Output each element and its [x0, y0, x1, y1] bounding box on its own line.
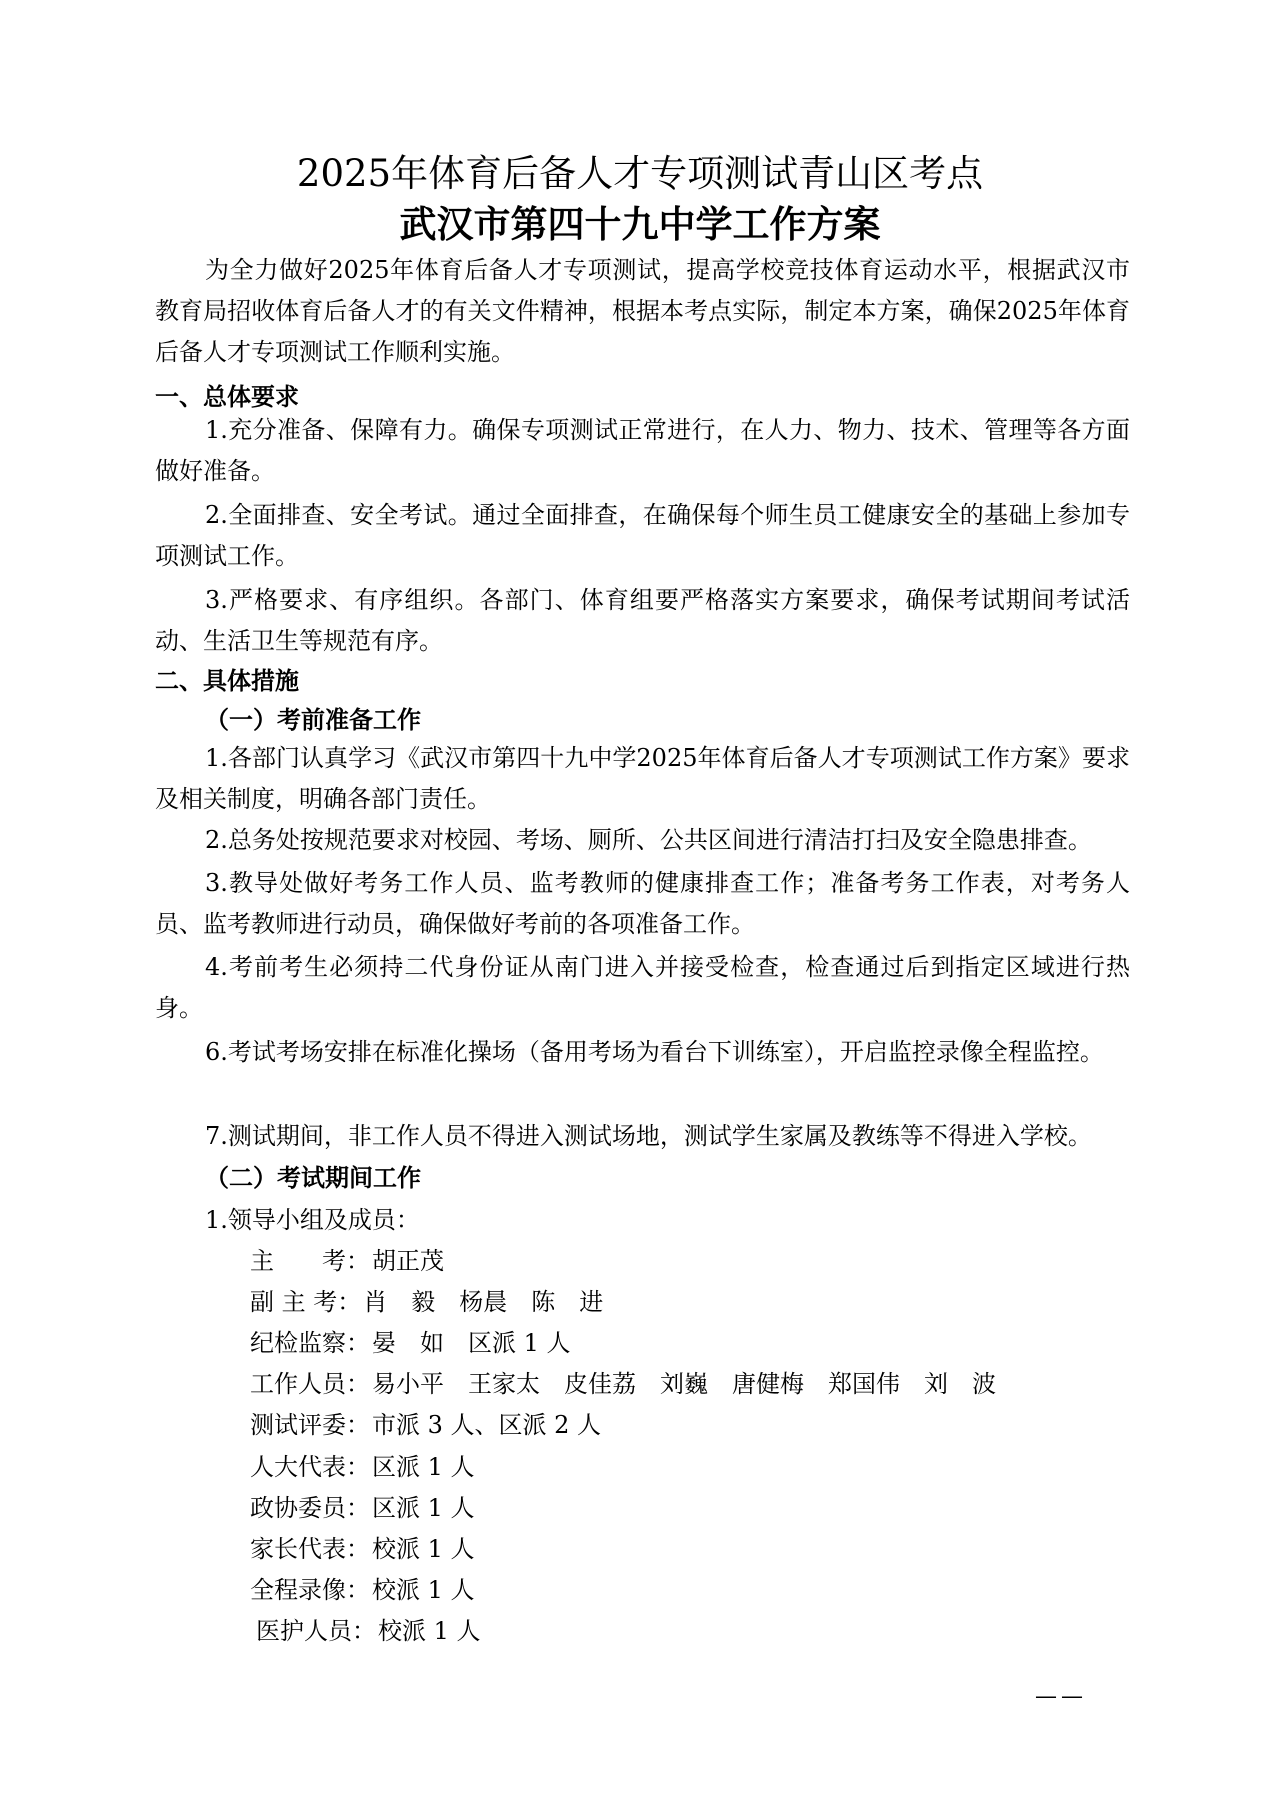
member-row: [250, 1450, 475, 1484]
member-row: [250, 1285, 603, 1319]
page-footer-mark: ——: [1035, 1684, 1087, 1709]
member-label: 副 主 考：: [250, 1288, 362, 1316]
member-label: 人大代表：: [250, 1453, 370, 1481]
member-value: 校派 1 人: [372, 1576, 475, 1604]
intro-paragraph: 为全力做好2025年体育后备人才专项测试，提高学校竞技体育运动水平，根据武汉市教育局招收体育后备人才的有关文件精神，根据本考点实际，制定本方案，确保2025年体育后备人才专项测试工作顺利实施。: [155, 256, 1130, 366]
subsection1-heading: （一）考前准备工作: [205, 705, 421, 734]
subsection1-item: 6.考试考场安排在标准化操场（备用考场为看台下训练室），开启监控录像全程监控。: [205, 1038, 1104, 1066]
member-label: 纪检监察：: [250, 1329, 370, 1357]
member-value: 市派 3 人、区派 2 人: [372, 1411, 602, 1439]
member-row: [250, 1367, 996, 1401]
member-row: [250, 1408, 601, 1442]
member-value: 肖 毅 杨晨 陈 进: [363, 1288, 604, 1316]
subsection1-item: 3.教导处做好考务工作人员、监考教师的健康排查工作；准备考务工作表，对考务人员、监考教师进行动员，确保做好考前的各项准备工作。: [155, 869, 1130, 938]
member-row: [250, 1532, 475, 1566]
document-title-line2: 武汉市第四十九中学工作方案: [399, 202, 881, 246]
section2-heading: 二、具体措施: [155, 666, 299, 695]
member-row: [250, 1573, 475, 1607]
member-value: 区派 1 人: [372, 1453, 475, 1481]
subsection1-item: 1.各部门认真学习《武汉市第四十九中学2025年体育后备人才专项测试工作方案》要求及相关制度，明确各部门责任。: [155, 744, 1130, 813]
subsection1-item: 7.测试期间，非工作人员不得进入测试场地，测试学生家属及教练等不得进入学校。: [205, 1122, 1092, 1150]
member-value: 胡正茂: [372, 1247, 444, 1275]
subsection2-heading: （二）考试期间工作: [205, 1163, 421, 1192]
subsection1-item: 4.考前考生必须持二代身份证从南门进入并接受检查，检查通过后到指定区域进行热身。: [155, 953, 1130, 1022]
document-title-line1: 2025年体育后备人才专项测试青山区考点: [296, 152, 984, 195]
member-value: 晏 如 区派 1 人: [372, 1329, 571, 1357]
section1-heading: 一、总体要求: [155, 382, 299, 411]
member-value: 易小平 王家太 皮佳荔 刘巍 唐健梅 郑国伟 刘 波: [372, 1370, 996, 1398]
member-label: 政协委员：: [250, 1494, 370, 1522]
leadership-intro: 1.领导小组及成员：: [205, 1206, 420, 1234]
member-label: 医护人员：: [256, 1617, 376, 1645]
subsection1-item: 2.总务处按规范要求对校园、考场、厕所、公共区间进行清洁打扫及安全隐患排查。: [205, 826, 1092, 854]
member-value: 区派 1 人: [372, 1494, 475, 1522]
member-value: 校派 1 人: [378, 1617, 481, 1645]
member-label: 全程录像：: [250, 1576, 370, 1604]
member-value: 校派 1 人: [372, 1535, 475, 1563]
section1-item: 1.充分准备、保障有力。确保专项测试正常进行，在人力、物力、技术、管理等各方面做好准备。: [155, 416, 1130, 485]
member-label: 工作人员：: [250, 1370, 370, 1398]
member-row: [250, 1244, 444, 1278]
member-label: 家长代表：: [250, 1535, 370, 1563]
member-label: 主 考：: [250, 1247, 370, 1275]
member-row: [250, 1491, 475, 1525]
member-label: 测试评委：: [250, 1411, 370, 1439]
member-row: [250, 1326, 571, 1360]
section1-item: 2.全面排查、安全考试。通过全面排查，在确保每个师生员工健康安全的基础上参加专项测试工作。: [155, 501, 1130, 570]
member-row: [256, 1614, 481, 1648]
section1-item: 3.严格要求、有序组织。各部门、体育组要严格落实方案要求，确保考试期间考试活动、生活卫生等规范有序。: [155, 586, 1130, 655]
